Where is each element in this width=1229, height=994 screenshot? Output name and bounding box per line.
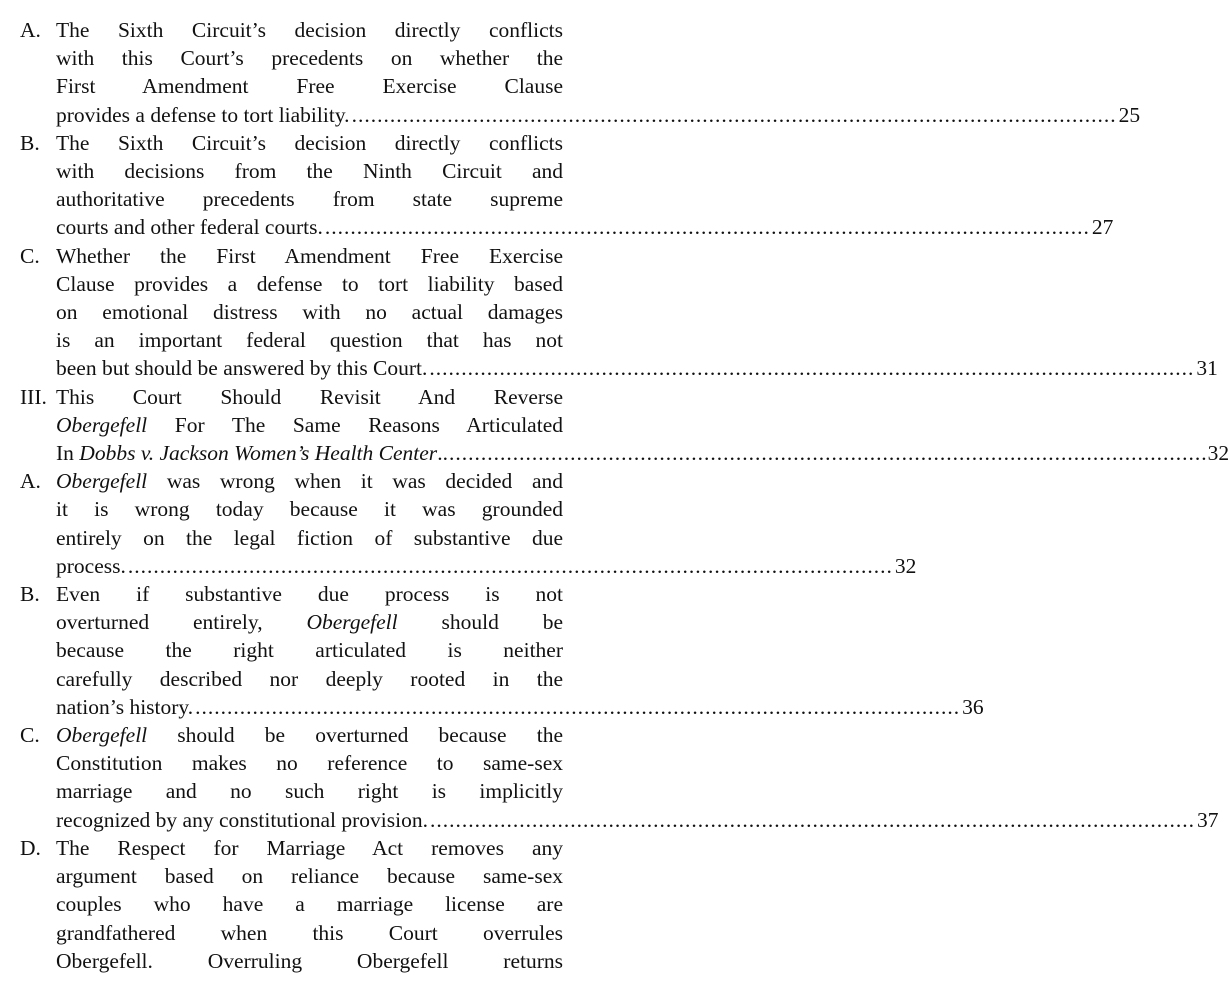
entry-line: argument based on reliance because same-sex (56, 864, 563, 889)
toc-entry[interactable] (20, 580, 984, 721)
entry-line: authoritative precedents from state supreme (56, 187, 563, 212)
entry-marker: B. (20, 582, 40, 607)
entry-line: marriage and no such right is implicitly (56, 779, 563, 804)
toc-entry[interactable] (20, 16, 1141, 129)
dot-leader: ........................................................................................................................ (351, 102, 1117, 127)
entry-last-line (20, 439, 1229, 467)
entry-last-line (20, 354, 1218, 382)
entry-line: Clause provides a defense to tort liability based (56, 271, 563, 296)
entry-marker: C. (20, 723, 40, 748)
case-name: Obergefell (56, 412, 148, 437)
entry-line: Obergefell was wrong when it was decided and (56, 469, 563, 494)
entry-line: recognized by any constitutional provision. (56, 807, 428, 832)
entry-last-line (20, 806, 1219, 834)
toc-entry[interactable] (20, 242, 1218, 383)
entry-last-line (20, 552, 917, 580)
toc-entry[interactable] (20, 467, 917, 580)
entry-line: courts and other federal courts. (56, 215, 323, 240)
entry-marker: C. (20, 243, 40, 268)
case-name: Obergefell (306, 610, 398, 635)
entry-line: overturned entirely, Obergefell should be (56, 610, 563, 635)
dot-leader: ........................................................................................................................ (195, 694, 961, 719)
entry-line: with decisions from the Ninth Circuit and (56, 159, 563, 184)
entry-line: with this Court’s precedents on whether the (56, 46, 563, 71)
case-name: Dobbs v. Jackson Women’s Health Center (79, 441, 438, 466)
entry-line: carefully described nor deeply rooted in the (56, 666, 563, 691)
entry-line: because the right articulated is neither (56, 638, 563, 663)
entry-marker: A. (20, 469, 41, 494)
entry-line: provides a defense to tort liability. (56, 102, 350, 127)
entry-line: it is wrong today because it was grounded (56, 497, 563, 522)
case-name: Obergefell (56, 723, 148, 748)
entry-marker: B. (20, 130, 40, 155)
table-of-contents (20, 16, 1229, 975)
page-number: 25 (1118, 102, 1141, 127)
entry-last-line (20, 101, 1141, 129)
page-number: 32 (1207, 441, 1229, 466)
page-number: 31 (1196, 356, 1218, 381)
page-number: 36 (962, 694, 984, 719)
dot-leader: ........................................................................................................................ (127, 553, 893, 578)
toc-entry[interactable] (20, 721, 1219, 834)
dot-leader: ........................................................................................................................ (442, 441, 1208, 466)
entry-line: First Amendment Free Exercise Clause (56, 74, 563, 99)
entry-line: is an important federal question that has not (56, 328, 563, 353)
dot-leader: ........................................................................................................................ (429, 356, 1195, 381)
entry-last-line (20, 693, 984, 721)
entry-line: Even if substantive due process is not (56, 582, 563, 607)
entry-line: The Sixth Circuit’s decision directly conflicts (56, 130, 563, 155)
entry-line: process. (56, 553, 126, 578)
entry-line: Obergefell For The Same Reasons Articulated (56, 412, 563, 437)
toc-entry[interactable] (20, 129, 1114, 242)
entry-last-line (20, 213, 1114, 241)
entry-line: nation’s history. (56, 694, 194, 719)
entry-marker: A. (20, 18, 41, 42)
entry-line: Constitution makes no reference to same-sex (56, 751, 563, 776)
entry-line: The Respect for Marriage Act removes any (56, 835, 563, 860)
entry-line: been but should be answered by this Court. (56, 356, 428, 381)
toc-entry[interactable] (20, 383, 1229, 468)
page-number: 27 (1091, 215, 1114, 240)
entry-line: Whether the First Amendment Free Exercise (56, 243, 563, 268)
toc-entry[interactable] (20, 834, 563, 975)
dot-leader: ........................................................................................................................ (324, 215, 1090, 240)
case-name: Obergefell (56, 469, 148, 494)
entry-marker: III. (20, 384, 47, 409)
entry-line: Obergefell should be overturned because the (56, 723, 563, 748)
entry-line: entirely on the legal fiction of substantive due (56, 525, 563, 550)
entry-marker: D. (20, 835, 41, 860)
entry-line: on emotional distress with no actual damages (56, 300, 563, 325)
entry-line: This Court Should Revisit And Reverse (56, 384, 563, 409)
entry-line: In Dobbs v. Jackson Women’s Health Center. (56, 441, 443, 466)
dot-leader: ........................................................................................................................ (430, 807, 1195, 832)
page-number: 32 (894, 553, 917, 578)
entry-line: couples who have a marriage license are (56, 892, 563, 917)
entry-line: grandfathered when this Court overrules (56, 920, 563, 945)
page-number: 37 (1197, 807, 1219, 832)
entry-line: Obergefell. Overruling Obergefell returns (56, 948, 563, 973)
entry-line: The Sixth Circuit’s decision directly conflicts (56, 18, 563, 42)
